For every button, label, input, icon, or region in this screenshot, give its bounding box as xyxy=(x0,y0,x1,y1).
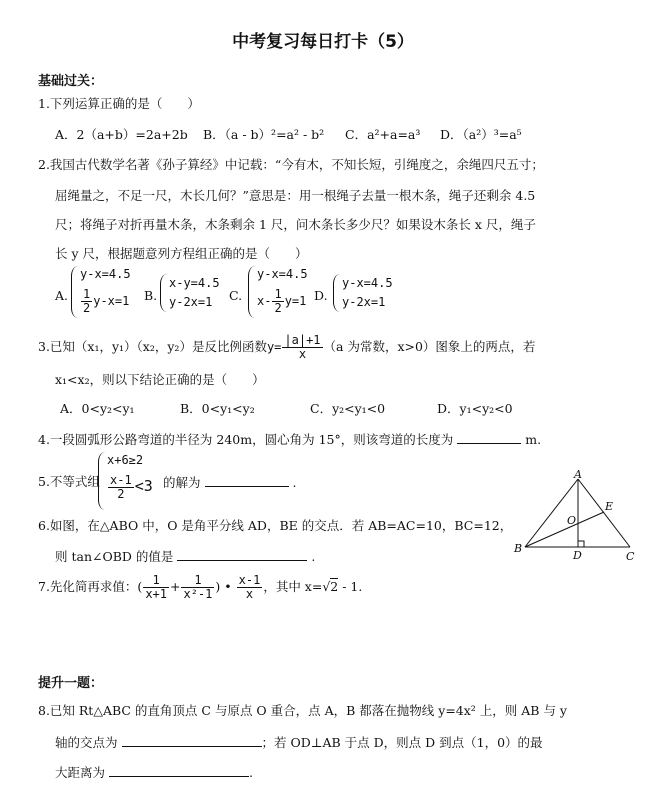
q2-line-4: 长 y 尺，根据题意列方程组正确的是（ ） xyxy=(55,246,308,261)
q3-option-c: C．y₂<y₁<0 xyxy=(310,401,386,416)
figure-label-d: D xyxy=(573,549,582,562)
side-ab xyxy=(525,479,578,547)
q2-option-a-system xyxy=(71,266,143,318)
q2-line-1: 2.我国古代数学名著《孙子算经》中记载：“今有木，不知长短，引绳度之，余绳四尺五寸； xyxy=(38,157,544,172)
q2-option-a-fraction: $\frac{1}{2}$ xyxy=(83,287,91,315)
q2-option-d-eq1: y-x=4.5 xyxy=(342,276,393,290)
bisector-be xyxy=(525,512,604,547)
q6-stem-line1: 6.如图，在△ABO 中，O 是角平分线 AD，BE 的交点．若 AB=AC=10，BC=12， xyxy=(38,518,513,533)
q3-stem-line2: x₁<x₂，则以下结论正确的是（ ） xyxy=(55,372,265,387)
q2-option-c-fraction: $\frac{1}{2}$ xyxy=(274,287,282,315)
q2-option-c-eq2: y=1 xyxy=(284,294,307,308)
q6-answer-blank[interactable] xyxy=(177,548,307,561)
q6-triangle-figure xyxy=(508,470,638,566)
q8-answer-blank-2[interactable] xyxy=(109,764,249,777)
q5-answer-blank[interactable] xyxy=(205,474,289,487)
q8-line-2: 轴的交点为 ；若 OD⊥AB 于点 D，则点 D 到点（1，0）的最 xyxy=(55,735,543,750)
q1-stem: 1.下列运算正确的是（ ） xyxy=(38,96,200,111)
q4-answer-blank[interactable] xyxy=(457,431,521,444)
q1-option-c: C．a²+a=a³ xyxy=(345,127,421,142)
q7-sqrt: √2 xyxy=(322,579,339,594)
section-advanced-heading: 提升一题： xyxy=(38,676,104,691)
q1-option-a: A．2（a+b）=2a+2b xyxy=(55,127,188,142)
figure-label-b: B xyxy=(514,542,523,555)
side-ac xyxy=(578,479,630,547)
q5-ineq2: <3 xyxy=(134,477,153,495)
q7-fraction-1: $\frac{1}{x+1}$ xyxy=(145,573,167,601)
q3-option-d: D．y₁<y₂<0 xyxy=(437,401,513,416)
q1-option-b: B．（a - b）²=a² - b² xyxy=(203,127,325,142)
q2-option-a-label: A. xyxy=(55,288,69,303)
q2-option-d-eq2: y-2x=1 xyxy=(342,295,386,309)
q3-option-a: A．0<y₂<y₁ xyxy=(60,401,135,416)
figure-label-a: A xyxy=(574,470,582,481)
q2-option-b-label: B. xyxy=(144,288,158,303)
q3-stem-line1: 3.已知（x₁，y₁）（x₂，y₂）是反比例函数y= $\frac{|a|+1}{x}$ （a 为常数，x>0）图象上的两点，若 xyxy=(38,333,536,361)
q3-function-fraction: $\frac{|a|+1}{x}$ xyxy=(284,333,321,361)
q4-stem: 4.一段圆弧形公路弯道的半径为 240m，圆心角为 15°，则该弯道的长度为 m. xyxy=(38,432,542,447)
q5-ineq1: x+6≥2 xyxy=(107,453,144,467)
section-basic-heading: 基础过关： xyxy=(38,74,104,89)
q2-option-b-eq2: y-2x=1 xyxy=(169,295,213,309)
q2-option-d-system xyxy=(333,274,403,312)
figure-label-e: E xyxy=(605,500,614,513)
figure-label-o: O xyxy=(567,514,577,527)
q8-answer-blank-1[interactable] xyxy=(122,734,262,747)
q8-line-1: 8.已知 Rt△ABC 的直角顶点 C 与原点 O 重合，点 A，B 都落在抛物线 y=4x² 上，则 AB 与 y xyxy=(38,703,567,718)
q7-stem: 7.先化简再求值：( $\frac{1}{x+1}$ + $\frac{1}{\text{x²-1}}$ ) • $\frac{x-1}{x}$ ，其中 x=√2 - 1. xyxy=(38,573,363,601)
q5-stem: 5.不等式组 xyxy=(38,474,100,489)
q2-option-a-eq1: y-x=4.5 xyxy=(80,267,131,281)
q2-option-d-label: D. xyxy=(314,288,328,303)
q2-option-c-label: C. xyxy=(229,288,243,303)
q5-fraction: $\frac{x-1}{2}$ xyxy=(110,473,132,501)
q8-line-3: 大距离为 . xyxy=(55,765,253,780)
q2-line-3: 尺；将绳子对折再量木条，木条剩余 1 尺，问木条长多少尺？如果设木条长 x 尺，绳子 xyxy=(55,217,536,232)
right-angle-mark xyxy=(578,541,584,547)
q2-option-c-eq1: y-x=4.5 xyxy=(257,267,308,281)
q1-option-d: D．（a²）³=a⁵ xyxy=(440,127,522,142)
q3-option-b: B．0<y₁<y₂ xyxy=(180,401,255,416)
q3-function-lhs: y= xyxy=(266,340,282,354)
page-title: 中考复习每日打卡（5） xyxy=(232,32,414,52)
q2-option-a-eq2: y-x=1 xyxy=(93,294,130,308)
figure-label-c: C xyxy=(626,550,635,563)
q2-line-2: 屈绳量之，不足一尺，木长几何？”意思是：用一根绳子去量一根木条，绳子还剩余 4.5 xyxy=(55,188,536,203)
q7-fraction-3: $\frac{x-1}{x}$ xyxy=(238,573,261,601)
q5-tail: 的解为 . xyxy=(163,475,297,490)
q7-fraction-2: $\frac{1}{\text{x²-1}}$ xyxy=(183,573,213,601)
q2-option-c-system: y-x=4.5 x- $\frac{1}{2}$ y=1 xyxy=(248,266,314,318)
q6-stem-line2: 则 tan∠OBD 的值是 . xyxy=(55,549,316,564)
q2-option-b-system xyxy=(160,274,230,312)
q5-inequality-system xyxy=(98,452,168,510)
q2-option-b-eq1: x-y=4.5 xyxy=(169,276,220,290)
